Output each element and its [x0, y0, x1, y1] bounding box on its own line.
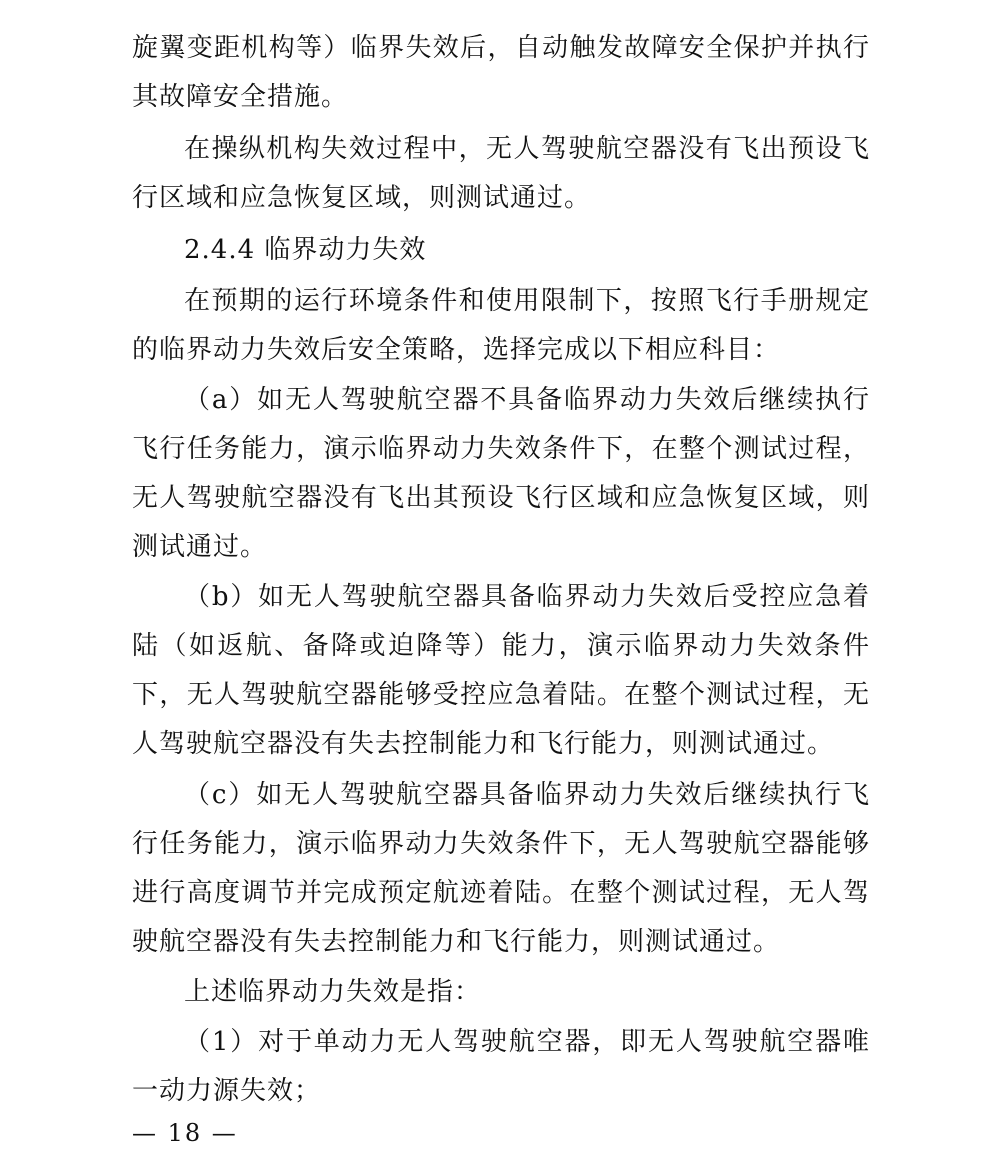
paragraph-definition-item-1: （1）对于单动力无人驾驶航空器，即无人驾驶航空器唯一动力源失效；	[132, 1027, 870, 1106]
paragraph-continued-fail-safe: 旋翼变距机构等）临界失效后，自动触发故障安全保护并执行其故障安全措施。	[132, 33, 870, 112]
paragraph-item-c: （c）如无人驾驶航空器具备临界动力失效后继续执行飞行任务能力，演示临界动力失效条件下，无人驾驶航空器能够进行高度调节并完成预定航迹着陆。在整个测试过程，无人驾驶航空器没有失去控制能力和飞行能力，则测试通过。	[132, 780, 870, 957]
page-number: — 18 —	[132, 1119, 238, 1147]
paragraph-item-b: （b）如无人驾驶航空器具备临界动力失效后受控应急着陆（如返航、备降或迫降等）能力，演示临界动力失效条件下，无人驾驶航空器能够受控应急着陆。在整个测试过程，无人驾驶航空器没有失去控制能力和飞行能力，则测试通过。	[132, 582, 870, 759]
section-heading-critical-power-failure: 2.4.4 临界动力失效	[184, 235, 427, 265]
paragraph-control-failure-result: 在操纵机构失效过程中，无人驾驶航空器没有飞出预设飞行区域和应急恢复区域，则测试通过。	[132, 134, 870, 213]
paragraph-item-a: （a）如无人驾驶航空器不具备临界动力失效后继续执行飞行任务能力，演示临界动力失效条件下，在整个测试过程，无人驾驶航空器没有飞出其预设飞行区域和应急恢复区域，则测试通过。	[132, 385, 870, 562]
paragraph-definition-intro: 上述临界动力失效是指：	[184, 977, 482, 1007]
paragraph-safety-strategy-intro: 在预期的运行环境条件和使用限制下，按照飞行手册规定的临界动力失效后安全策略，选择完成以下相应科目：	[132, 286, 870, 365]
